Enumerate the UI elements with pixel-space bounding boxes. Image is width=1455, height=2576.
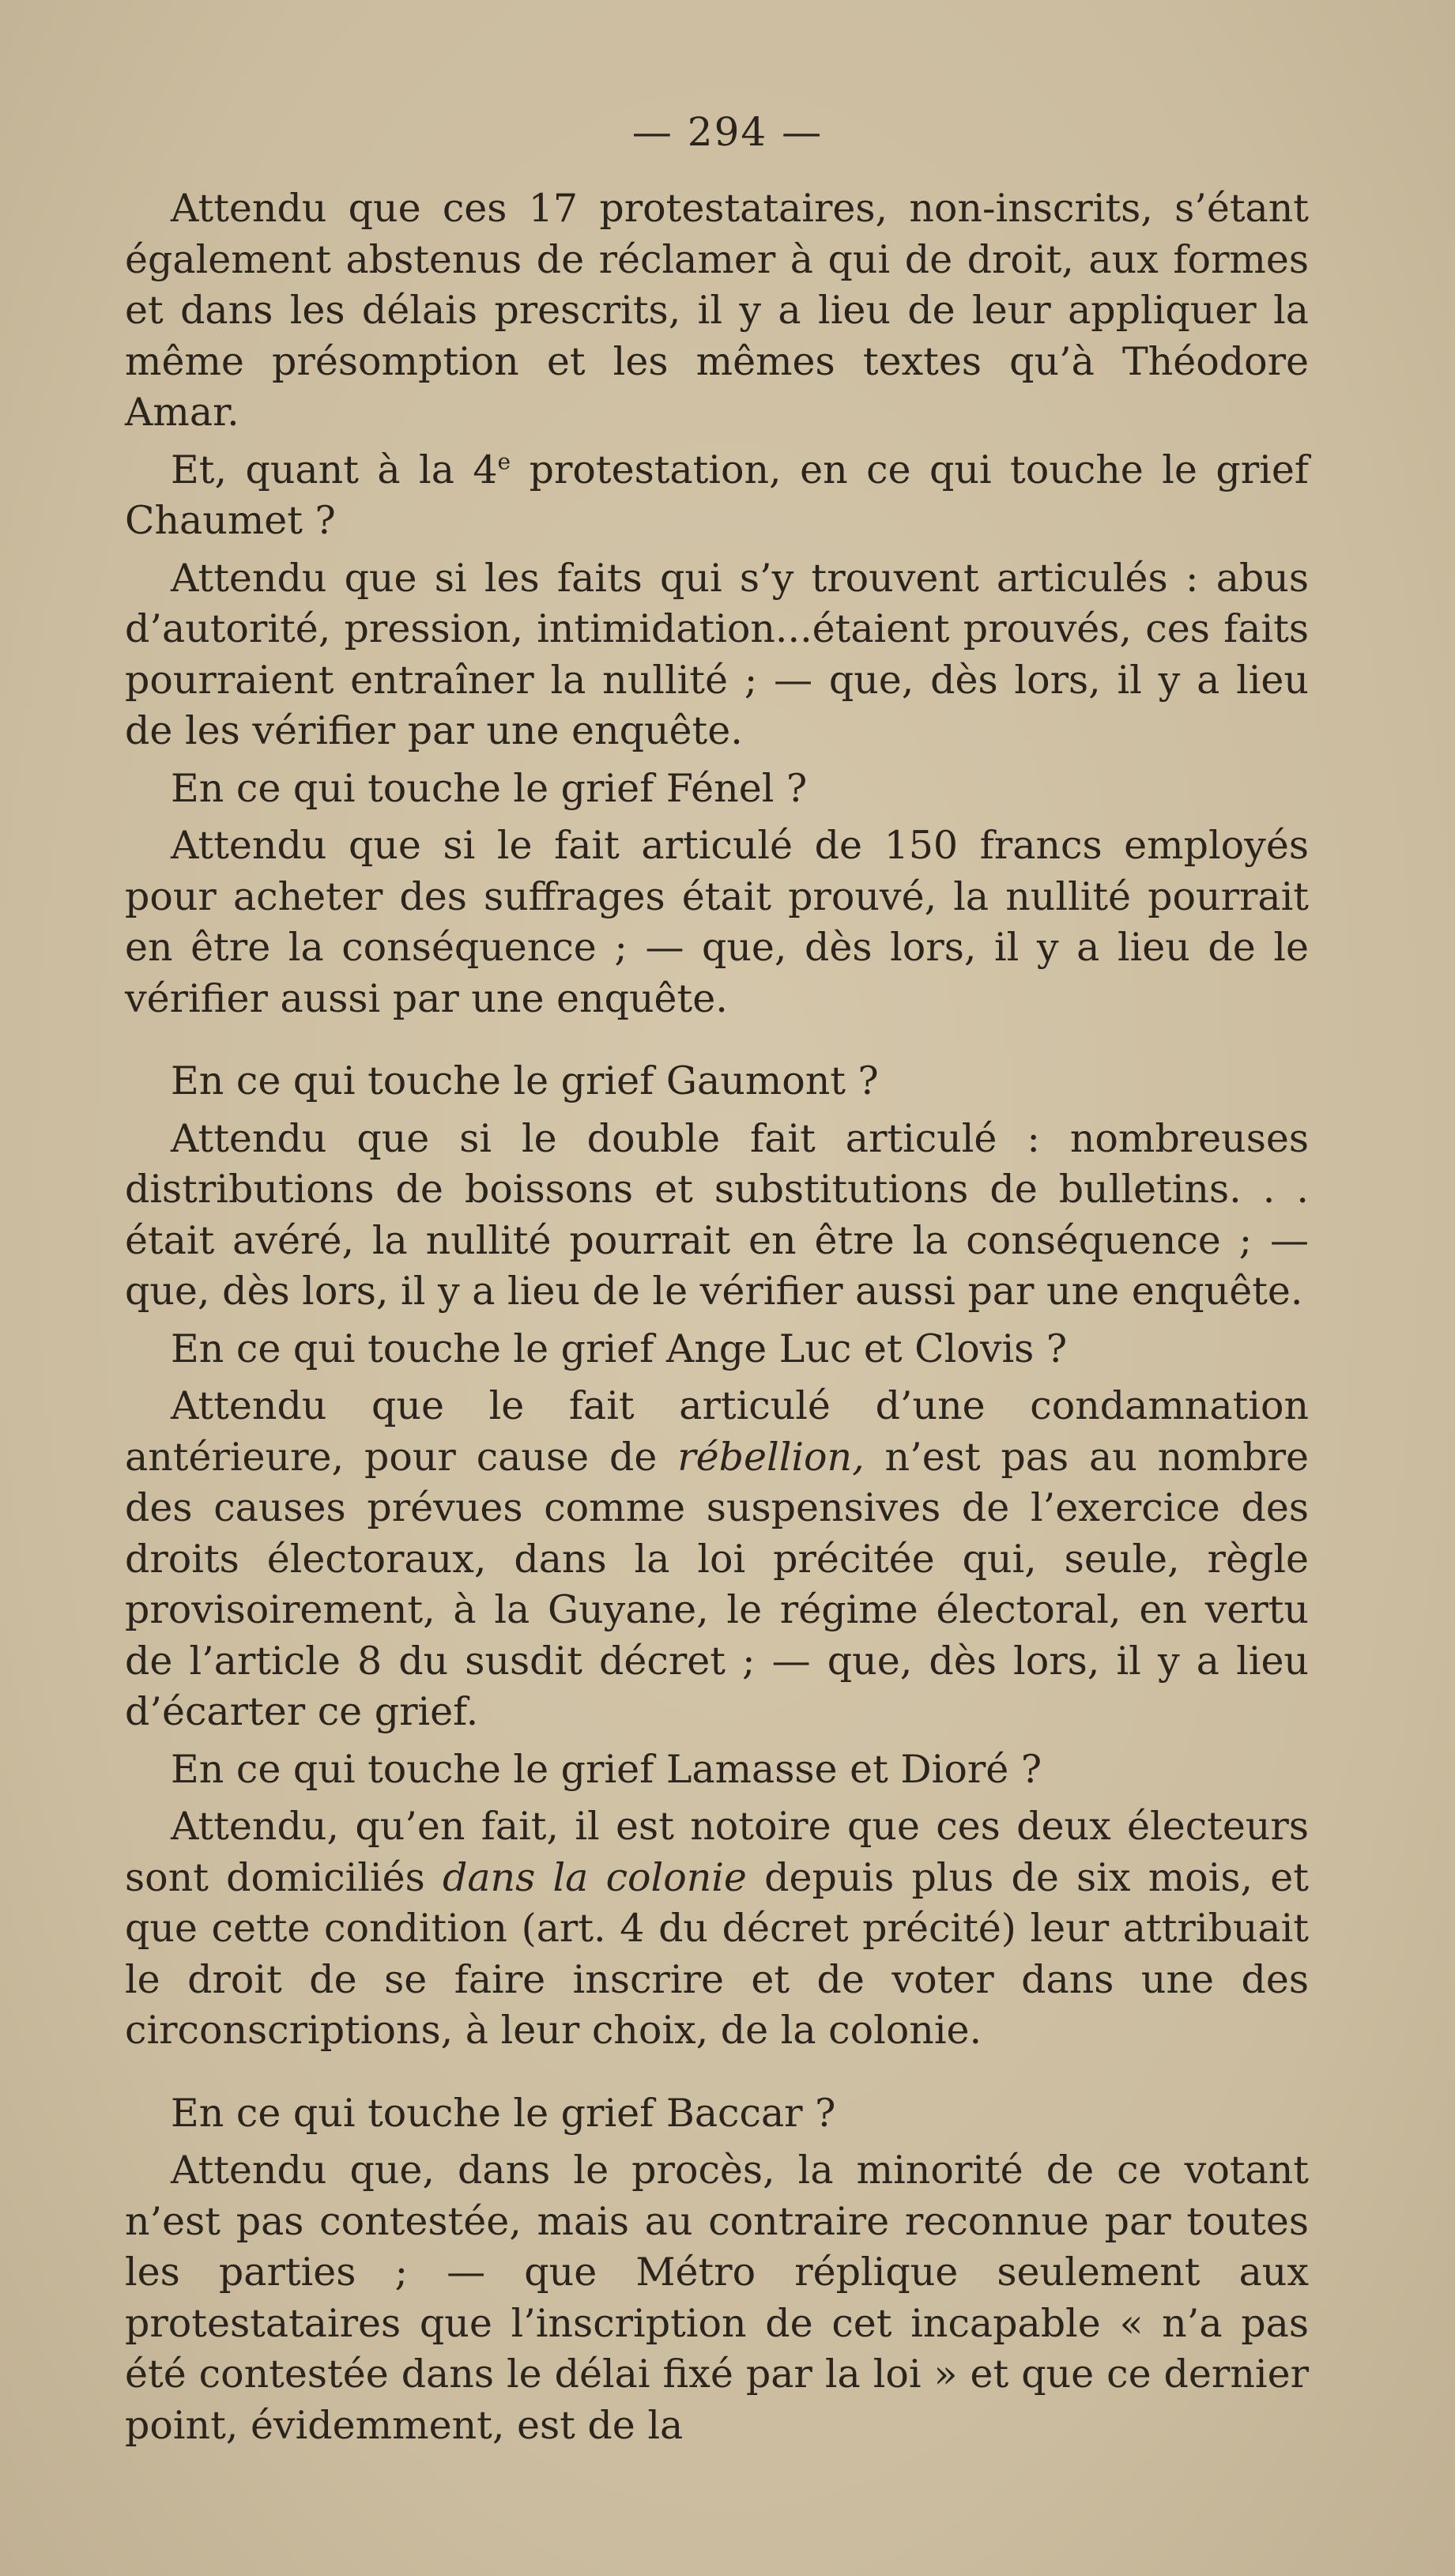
- paragraph-lamasse-diore-attendu: [125, 1801, 1309, 2057]
- paragraph-gaumont-attendu: Attendu que si le double fait articulé : nombreuses distributions de boissons et substitutions de bulletins. . . était avéré, la nullité pourrait en être la conséquence ; — que, dès lors, il y a lieu de le vérifier aussi par une enquête.: [125, 1115, 1309, 1314]
- paragraph-grief-lamasse-diore: En ce qui touche le grief Lamasse et Dioré ?: [171, 1746, 1042, 1792]
- emphasis-dans-la-colonie: dans la colonie: [442, 1854, 747, 1900]
- ordinal-superscript: e: [497, 448, 511, 475]
- emphasis-rebellion: rébellion,: [677, 1434, 865, 1480]
- paragraph-ange-luc-clovis-attendu: [125, 1381, 1309, 1738]
- paragraph-grief-ange-luc-clovis: En ce qui touche le grief Ange Luc et Clovis ?: [171, 1326, 1068, 1371]
- paragraph-baccar-attendu: Attendu que, dans le procès, la minorité de ce votant n’est pas contestée, mais au contraire reconnue par toutes les parties ; — que Métro réplique seulement aux protestataires que l’inscription de cet incapable « n’a pas été contestée dans le délai fixé par la loi » et que ce dernier point, évidemment, est de la: [125, 2148, 1309, 2448]
- paragraph-chaumet-attendu: Attendu que si les faits qui s’y trouvent articulés : abus d’autorité, pression, intimidation...étaient prouvés, ces faits pourraient entraîner la nullité ; — que, dès lors, il y a lieu de les vérifier par une enquête.: [125, 555, 1309, 753]
- paragraph-grief-fenel: En ce qui touche le grief Fénel ?: [171, 765, 808, 811]
- paragraph-grief-gaumont: En ce qui touche le grief Gaumont ?: [171, 1058, 879, 1103]
- paragraph-ange-luc-end: n’est pas au nombre des causes prévues comme suspensives de l’exercice des droits électoraux, dans la loi précitée qui, seule, règle provisoirement, à la Guyane, le régime électoral, en vertu de l’article 8 du susdit décret ; — que, dès lors, il y a lieu d’écarter ce grief.: [125, 1434, 1309, 1734]
- paragraph-grief-chaumet-start: Et, quant à la 4: [171, 447, 498, 492]
- body-text: [125, 183, 1309, 2457]
- paragraph-grief-chaumet: [125, 445, 1309, 547]
- page-number: — 294 —: [631, 109, 824, 155]
- paragraph-fenel-attendu: Attendu que si le fait articulé de 150 francs employés pour acheter des suffrages était prouvé, la nullité pourrait en être la conséquence ; — que, dès lors, il y a lieu de le vérifier aussi par une enquête.: [125, 823, 1309, 1021]
- paragraph-grief-chaumet-end: protestation, en ce qui touche le grief Chaumet ?: [125, 447, 1309, 543]
- paragraph-lamasse-start: Attendu, qu’en fait, il est notoire que ces deux électeurs sont domiciliés: [125, 1804, 1309, 1900]
- paragraph-lamasse-end: depuis plus de six mois, et que cette condition (art. 4 du décret précité) leur attribuait le droit de se faire inscrire et de voter dans une des circonscriptions, à leur choix, de la colonie.: [125, 1854, 1309, 2053]
- paragraph-grief-baccar: En ce qui touche le grief Baccar ?: [171, 2090, 836, 2136]
- paragraph-ange-luc-start: Attendu que le fait articulé d’une condamnation antérieure, pour cause de: [125, 1383, 1309, 1480]
- paragraph-protestataires: Attendu que ces 17 protestataires, non-inscrits, s’étant également abstenus de réclamer à qui de droit, aux formes et dans les délais prescrits, il y a lieu de leur appliquer la même présomption et les mêmes textes qu’à Théodore Amar.: [125, 186, 1309, 435]
